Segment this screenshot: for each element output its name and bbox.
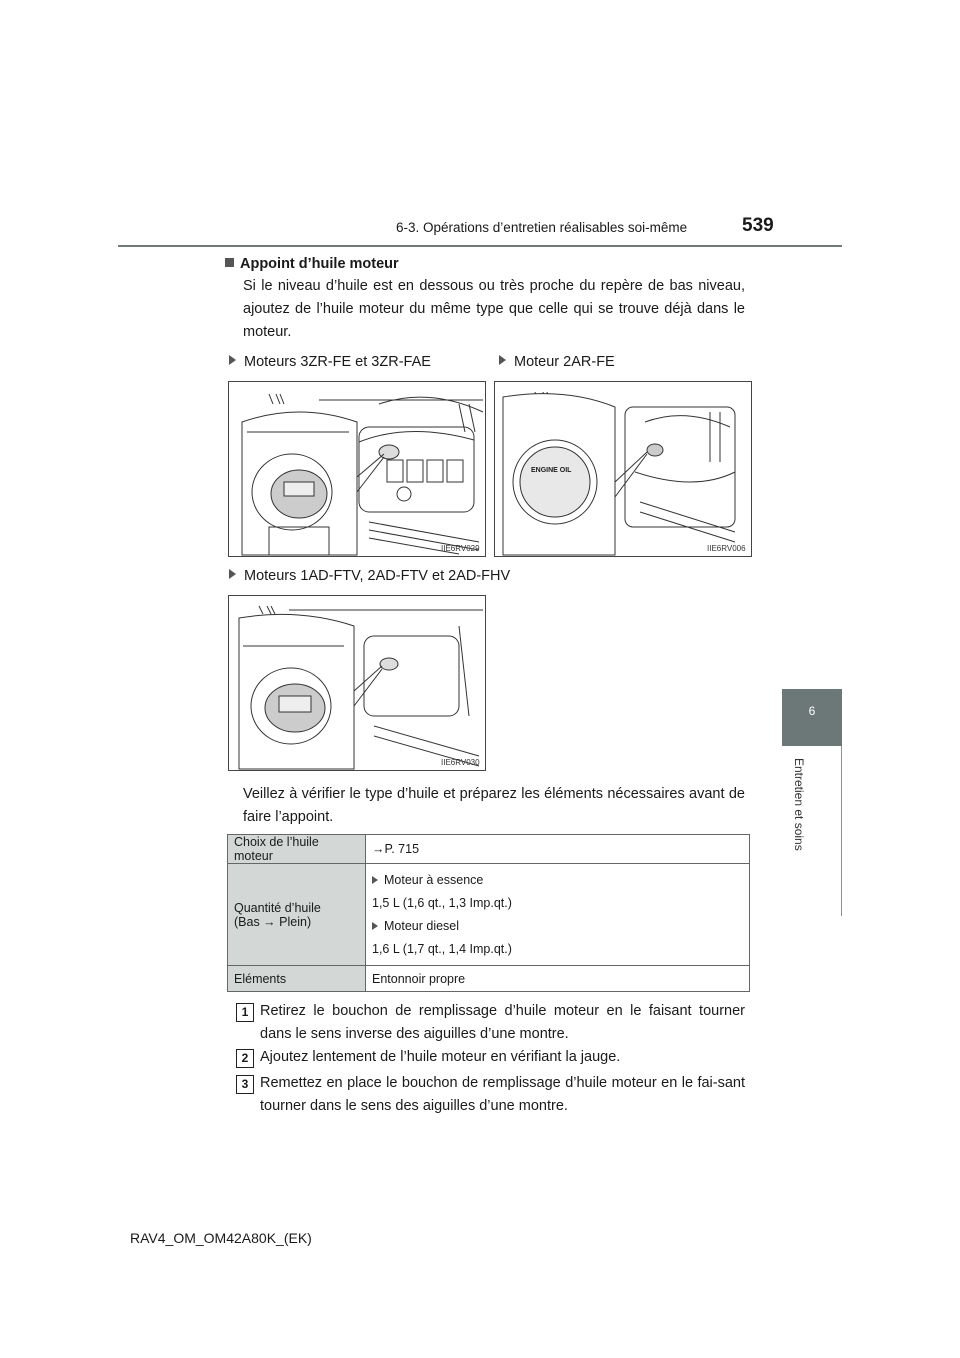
table-row bbox=[228, 966, 750, 992]
step-text-1: Retirez le bouchon de remplissage d’huile moteur en le faisant tourner dans le sens inverse des aiguilles d’une montre. bbox=[260, 1003, 745, 1042]
table-value-items: Entonnoir propre bbox=[366, 966, 750, 992]
table-label-oil-choice: Choix de l’huile moteur bbox=[228, 835, 366, 864]
section-heading-text: Appoint d’huile moteur bbox=[240, 256, 399, 272]
figure-code: IIE6RV029 bbox=[441, 544, 480, 553]
header-rule bbox=[118, 245, 842, 247]
figure-caption-2-text: Moteur 2AR-FE bbox=[514, 354, 615, 370]
diesel-engine-label bbox=[372, 919, 743, 933]
triangle-bullet-icon bbox=[372, 876, 378, 884]
section-title: 6-3. Opérations d’entretien réalisables soi-même bbox=[396, 220, 688, 235]
figure-caption-3-text: Moteurs 1AD-FTV, 2AD-FTV et 2AD-FHV bbox=[244, 568, 511, 584]
engine-figure-3zr bbox=[228, 381, 486, 557]
gas-engine-label bbox=[372, 873, 743, 887]
step-text-3: Remettez en place le bouchon de remplissage d’huile moteur en le fai-sant tourner dans le sens des aiguilles d’une montre. bbox=[260, 1075, 745, 1114]
step-number-2: 2 bbox=[236, 1049, 254, 1068]
triangle-bullet-icon bbox=[499, 355, 506, 365]
table-label-items: Eléments bbox=[228, 966, 366, 992]
figure-caption-3 bbox=[229, 568, 510, 584]
section-heading bbox=[225, 256, 399, 272]
engine-illustration bbox=[229, 382, 485, 556]
quantity-label-line2: (Bas → Plein) bbox=[234, 914, 312, 929]
triangle-bullet-icon bbox=[372, 922, 378, 930]
triangle-bullet-icon bbox=[229, 355, 236, 365]
intro-paragraph: Si le niveau d’huile est en dessous ou très proche du repère de bas niveau, ajoutez de l’huile moteur du même type que celle qui se trouve déjà dans le moteur. bbox=[243, 278, 745, 340]
check-paragraph: Veillez à vérifier le type d’huile et préparez les éléments nécessaires avant de faire l’appoint. bbox=[243, 786, 745, 825]
oil-spec-table bbox=[227, 834, 750, 992]
figure-caption-1-text: Moteurs 3ZR-FE et 3ZR-FAE bbox=[244, 354, 431, 370]
engine-figure-2ar bbox=[494, 381, 752, 557]
engine-illustration bbox=[229, 596, 485, 770]
figure-code: IIE6RV006 bbox=[707, 544, 746, 553]
document-footer: RAV4_OM_OM42A80K_(EK) bbox=[130, 1230, 312, 1246]
page-number: 539 bbox=[742, 215, 774, 236]
table-label-quantity bbox=[228, 864, 366, 966]
gas-engine-label-text: Moteur à essence bbox=[384, 873, 484, 887]
chapter-tab-rule bbox=[841, 746, 842, 916]
quantity-label-line1: Quantité d’huile bbox=[234, 900, 321, 915]
figure-code: IIE6RV030 bbox=[441, 758, 480, 767]
engine-oil-cap-label: ENGINE OIL bbox=[531, 467, 572, 474]
table-value-quantity bbox=[366, 864, 750, 966]
figure-caption-1 bbox=[229, 354, 431, 370]
figure-caption-2 bbox=[499, 354, 615, 370]
table-row bbox=[228, 835, 750, 864]
engine-figure-1ad bbox=[228, 595, 486, 771]
triangle-bullet-icon bbox=[229, 569, 236, 579]
table-value-oil-choice: →P. 715 bbox=[366, 835, 750, 864]
step-text-2: Ajoutez lentement de l’huile moteur en vérifiant la jauge. bbox=[260, 1049, 621, 1065]
diesel-engine-label-text: Moteur diesel bbox=[384, 919, 460, 933]
step-number-3: 3 bbox=[236, 1075, 254, 1094]
chapter-label: Entretien et soins bbox=[792, 758, 806, 851]
chapter-number: 6 bbox=[808, 704, 816, 718]
table-row bbox=[228, 864, 750, 966]
diesel-engine-value: 1,6 L (1,7 qt., 1,4 Imp.qt.) bbox=[372, 942, 512, 956]
square-bullet-icon bbox=[225, 258, 234, 267]
step-number-1: 1 bbox=[236, 1003, 254, 1022]
gas-engine-value: 1,5 L (1,6 qt., 1,3 Imp.qt.) bbox=[372, 896, 512, 910]
